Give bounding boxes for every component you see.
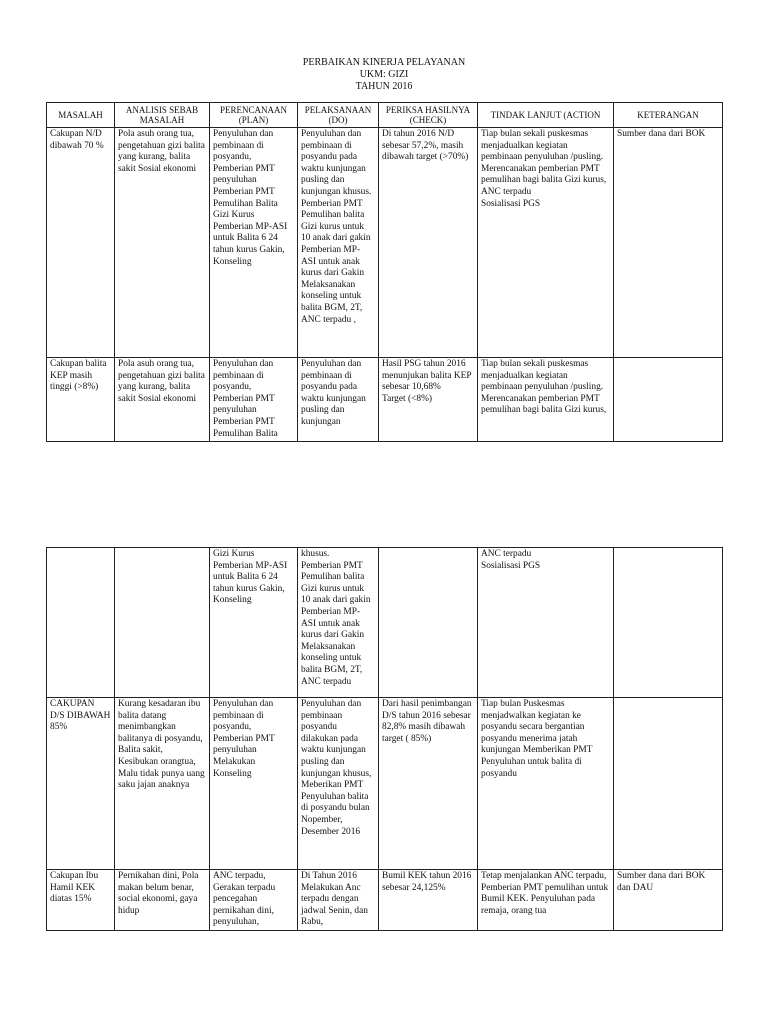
cell-check: Di tahun 2016 N/D sebesar 57,2%, masih dibawah target (>70%) xyxy=(379,128,478,358)
cell-plan: Gizi Kurus Pemberian MP-ASI untuk Balita 6 24 tahun kurus Gakin, Konseling xyxy=(210,548,298,698)
cell-keterangan xyxy=(614,548,723,698)
cell-masalah: Cakupan N/D dibawah 70 % xyxy=(47,128,115,358)
cell-action: Tiap bulan Puskesmas menjadwalkan kegiatan ke posyandu secara bergantian posyandu menerima jatah kunjungan Memberikan PMT Penyuluhan untuk balita di posyandu xyxy=(478,698,614,870)
cell-check: Dari hasil penimbangan D/S tahun 2016 sebesar 82,8% masih dibawah target ( 85%) xyxy=(379,698,478,870)
header-plan: PERENCANAAN (PLAN) xyxy=(210,103,298,128)
table-row xyxy=(47,358,723,442)
table-row xyxy=(47,698,723,870)
cell-action: Tiap bulan sekali puskesmas menjadualkan kegiatan pembinaan penyuluhan /pusling. Merencanakan pemberian PMT pemulihan bagi balita Gizi kurus, xyxy=(478,358,614,442)
cell-do: Penyuluhan dan pembinaan di posyandu pada waktu kunjungan pusling dan kunjungan xyxy=(298,358,379,442)
cell-check xyxy=(379,548,478,698)
cell-check: Hasil PSG tahun 2016 menunjukan balita KEP sebesar 10,68% Target (<8%) xyxy=(379,358,478,442)
header-keterangan: KETERANGAN xyxy=(614,103,723,128)
cell-action: Tiap bulan sekali puskesmas menjadualkan kegiatan pembinaan penyuluhan /pusling. Merencanakan pemberian PMT pemulihan bagi balita Gizi kurus, ANC terpadu Sosialisasi PGS xyxy=(478,128,614,358)
cell-masalah xyxy=(47,548,115,698)
cell-plan: Penyuluhan dan pembinaan di posyandu, Pemberian PMT penyuluhan Pemberian PMT Pemulihan Balita Gizi Kurus Pemberian MP-ASI untuk Balita 6 24 tahun kurus Gakin, Konseling xyxy=(210,128,298,358)
heading-year: TAHUN 2016 xyxy=(355,81,413,92)
heading-unit: UKM: GIZI xyxy=(359,69,409,80)
cell-analisis: Kurang kesadaran ibu balita datang menimbangkan balitanya di posyandu, Balita sakit, Kesibukan orangtua, Malu tidak punya uang saku jajan anaknya xyxy=(115,698,210,870)
cell-keterangan: Sumber dana dari BOK xyxy=(614,128,723,358)
cell-plan: Penyuluhan dan pembinaan di posyandu, Pemberian PMT penyuluhan Melakukan Konseling xyxy=(210,698,298,870)
cell-analisis: Pernikahan dini, Pola makan belum benar, social ekonomi, gaya hidup xyxy=(115,870,210,931)
cell-keterangan xyxy=(614,358,723,442)
kinerja-table-part2 xyxy=(46,547,723,931)
cell-action: Tetap menjalankan ANC terpadu, Pemberian PMT pemulihan untuk Bumil KEK. Penyuluhan pada remaja, orang tua xyxy=(478,870,614,931)
cell-plan: ANC terpadu, Gerakan terpadu pencegahan pernikahan dini, penyuluhan, xyxy=(210,870,298,931)
cell-keterangan xyxy=(614,698,723,870)
cell-masalah: Cakupan balita KEP masih tinggi (>8%) xyxy=(47,358,115,442)
cell-keterangan: Sumber dana dari BOK dan DAU xyxy=(614,870,723,931)
kinerja-table-part1 xyxy=(46,102,723,442)
cell-do: Penyuluhan dan pembinaan posyandu dilakukan pada waktu kunjungan pusling dan kunjungan khusus, Meberikan PMT Penyuluhan balita di posyandu bulan Nopember, Desember 2016 xyxy=(298,698,379,870)
table-row xyxy=(47,128,723,358)
header-action: TINDAK LANJUT (ACTION xyxy=(478,103,614,128)
cell-masalah: CAKUPAN D/S DIBAWAH 85% xyxy=(47,698,115,870)
cell-analisis: Pola asuh orang tua, pengetahuan gizi balita yang kurang, balita sakit Sosial ekonomi xyxy=(115,128,210,358)
header-masalah: MASALAH xyxy=(47,103,115,128)
cell-plan: Penyuluhan dan pembinaan di posyandu, Pemberian PMT penyuluhan Pemberian PMT Pemulihan Balita xyxy=(210,358,298,442)
cell-do: Penyuluhan dan pembinaan di posyandu pada waktu kunjungan pusling dan kunjungan khusus. Pemberian PMT Pemulihan balita Gizi kurus untuk 10 anak dari gakin Pemberian MP-ASI untuk anak kurus dari Gakin Melaksanakan konseling untuk balita BGM, 2T, ANC terpadu , xyxy=(298,128,379,358)
table-header-row xyxy=(47,103,723,128)
cell-check: Bumil KEK tahun 2016 sebesar 24,125% xyxy=(379,870,478,931)
heading-title: PERBAIKAN KINERJA PELAYANAN xyxy=(302,57,466,68)
header-analisis: ANALISIS SEBAB MASALAH xyxy=(115,103,210,128)
cell-do: Di Tahun 2016 Melakukan Anc terpadu dengan jadwal Senin, dan Rabu, xyxy=(298,870,379,931)
document-heading xyxy=(0,57,768,93)
cell-analisis xyxy=(115,548,210,698)
cell-do: khusus. Pemberian PMT Pemulihan balita Gizi kurus untuk 10 anak dari gakin Pemberian MP-ASI untuk anak kurus dari Gakin Melaksanakan konseling untuk balita BGM, 2T, ANC terpadu xyxy=(298,548,379,698)
header-check: PERIKSA HASILNYA (CHECK) xyxy=(379,103,478,128)
cell-analisis: Pola asuh orang tua, pengetahuan gizi balita yang kurang, balita sakit Sosial ekonomi xyxy=(115,358,210,442)
cell-action: ANC terpadu Sosialisasi PGS xyxy=(478,548,614,698)
header-do: PELAKSANAAN (DO) xyxy=(298,103,379,128)
cell-masalah: Cakupan Ibu Hamil KEK diatas 15% xyxy=(47,870,115,931)
table-row xyxy=(47,870,723,931)
table-row xyxy=(47,548,723,698)
